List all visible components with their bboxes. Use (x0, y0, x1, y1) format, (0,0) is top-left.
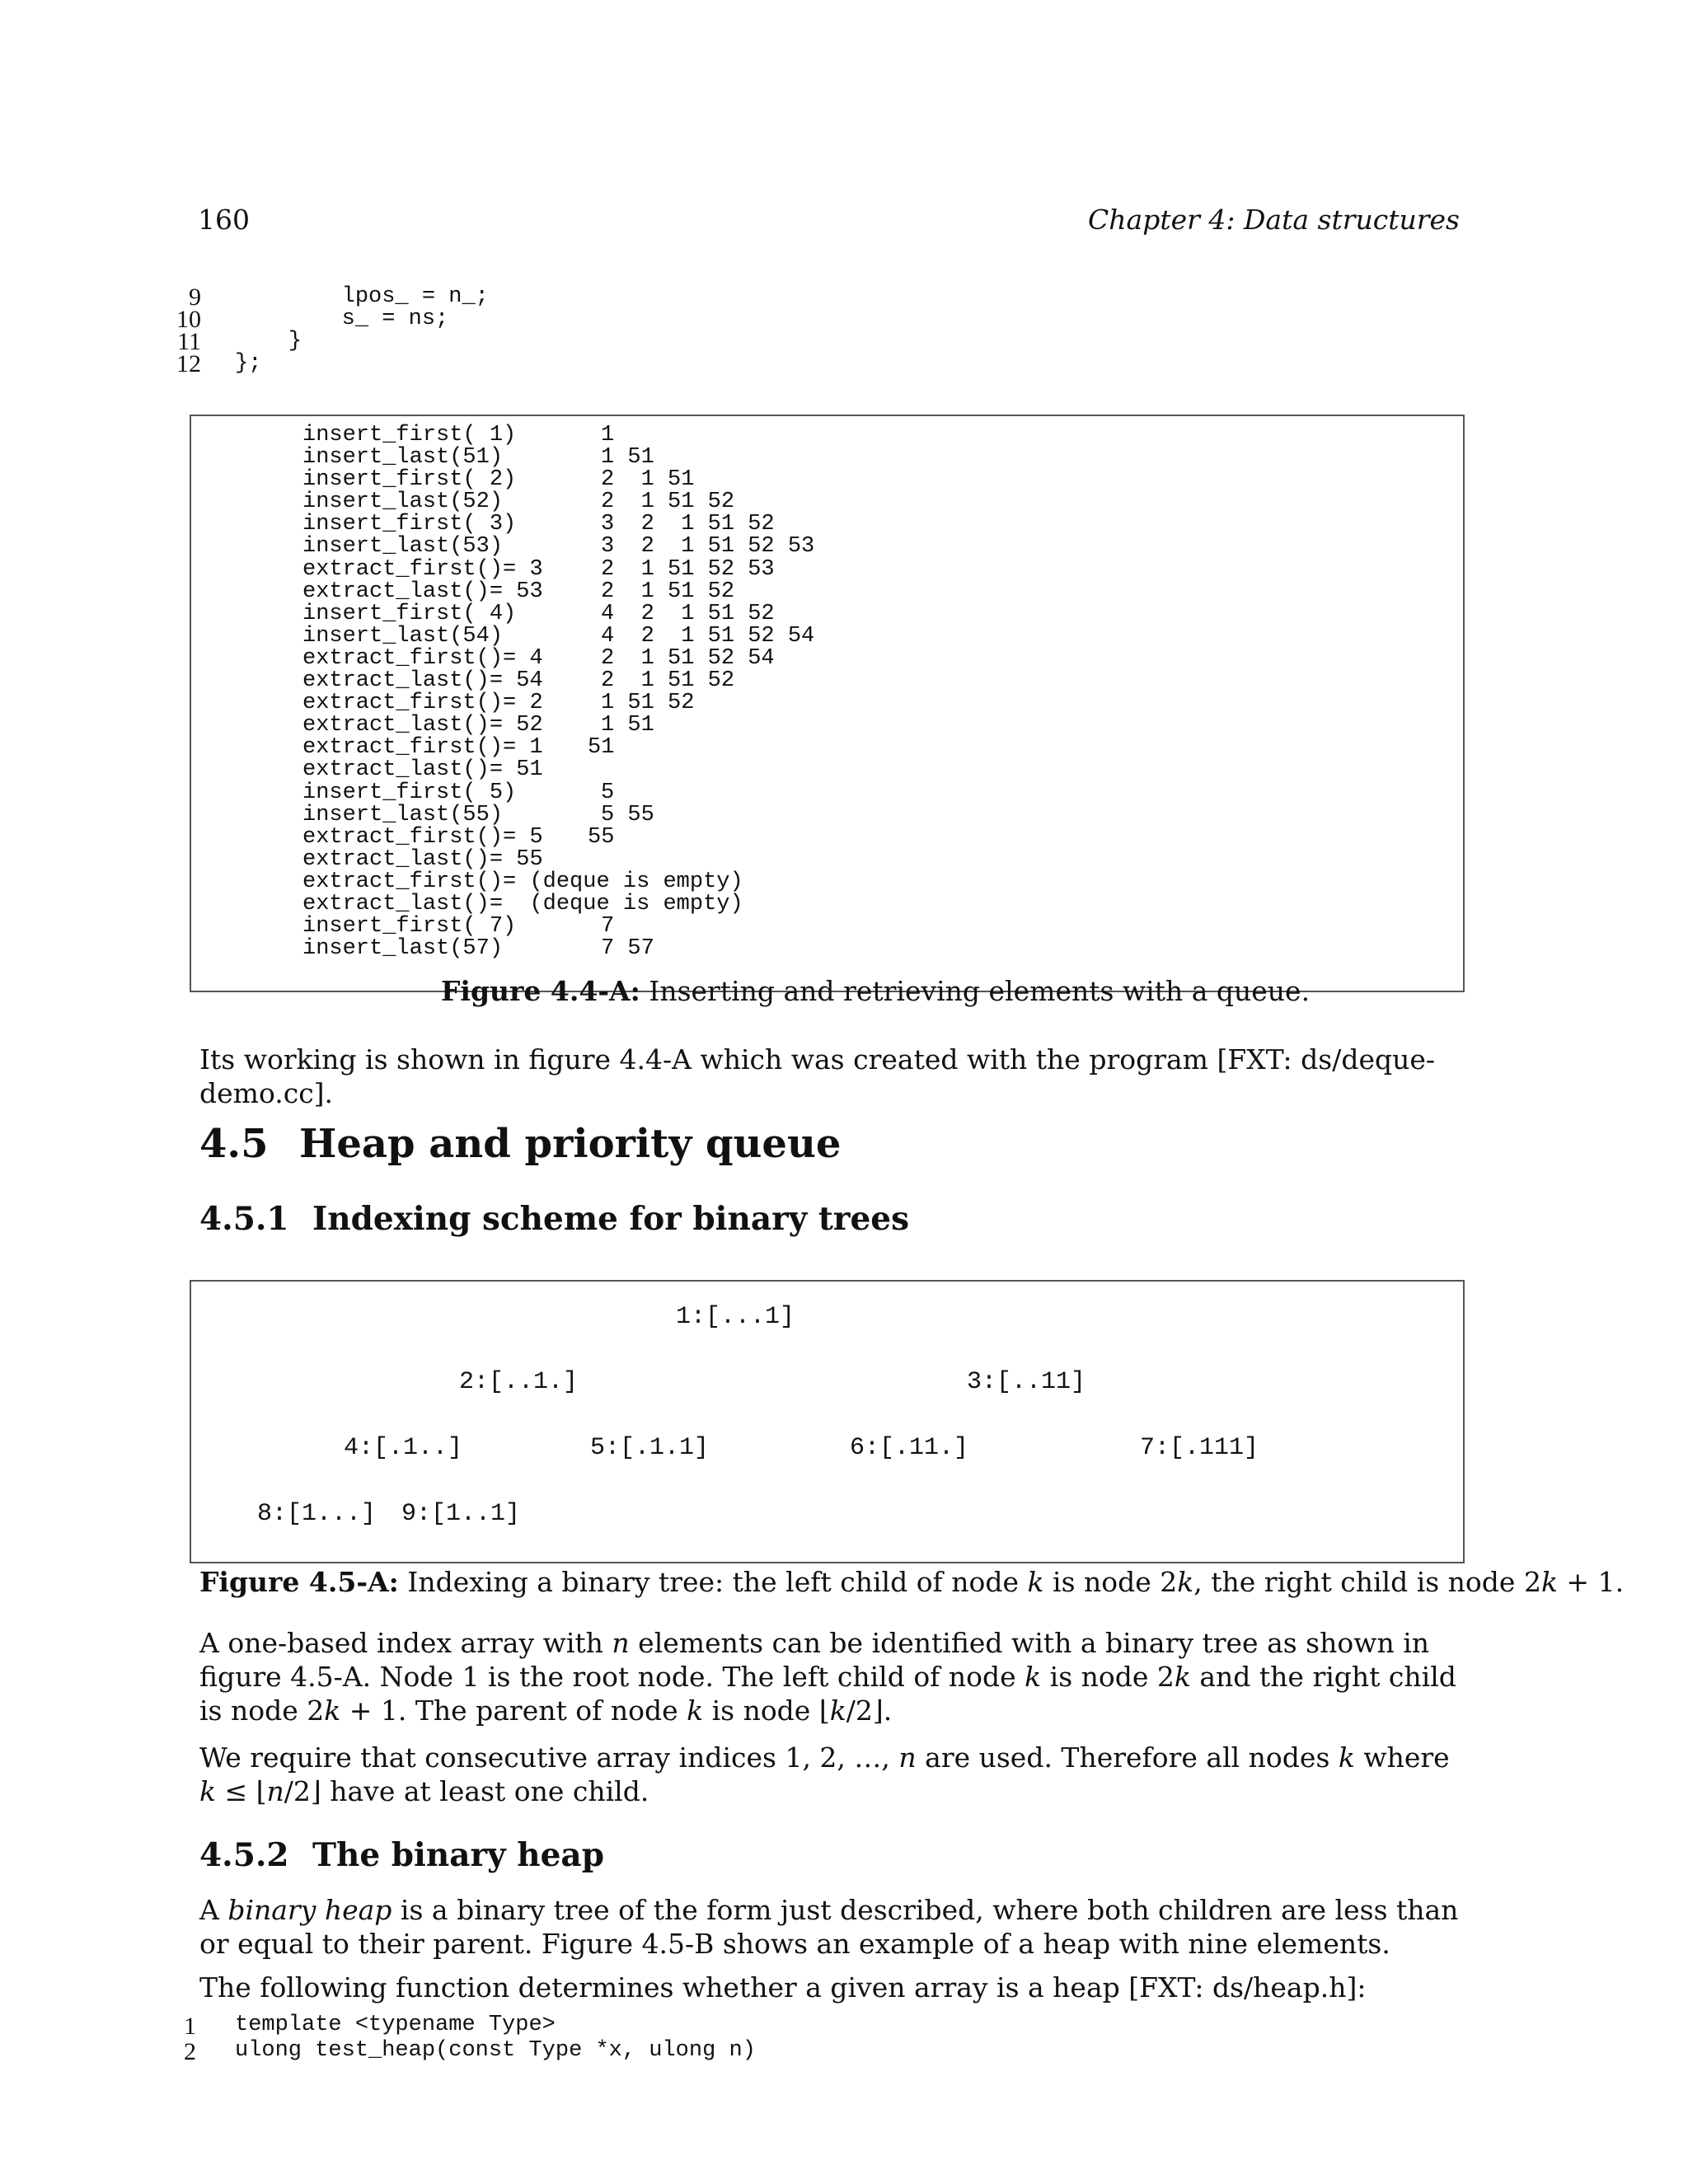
text: where (1354, 1741, 1450, 1774)
demo-line: extract_last()= (deque is empty) (302, 891, 743, 916)
paragraph-deque: Its working is shown in figure 4.4-A which was created with the program [FXT: ds/deque-demo.cc]. (199, 1043, 1436, 1109)
math-k: k (829, 1694, 846, 1727)
demo-operation: extract_last()= 52 (302, 713, 543, 738)
figure-4-5-a-frame (190, 1280, 1465, 1563)
section-heading-4-5-2 (199, 1836, 604, 1874)
text: /2⌋ have at least one child. (284, 1775, 649, 1807)
demo-operation: insert_last(57) (302, 936, 504, 962)
tree-node-8: 8:[1...] (257, 1500, 377, 1528)
line-number: 12 (176, 350, 201, 377)
line-number: 11 (177, 328, 201, 355)
code-text: lpos_ = n_; (235, 284, 489, 309)
section-number: 4.5.1 (199, 1200, 289, 1238)
tree-node-4: 4:[.1..] (344, 1434, 463, 1462)
tree-node-1: 1:[...1] (676, 1303, 795, 1331)
math-n: n (266, 1775, 284, 1807)
code-text: }; (235, 351, 262, 376)
demo-operation: insert_last(54) (302, 623, 504, 649)
demo-state: 3 2 1 51 52 (601, 512, 775, 537)
text: We require that consecutive array indices 1, 2, …, (199, 1741, 899, 1774)
demo-state: 5 (601, 780, 615, 805)
math-k: k (199, 1775, 216, 1807)
demo-operation: insert_last(51) (302, 445, 504, 471)
section-title: The binary heap (312, 1836, 604, 1874)
figure-label: Figure 4.5-A: (199, 1566, 399, 1598)
demo-state: 1 51 52 (601, 691, 695, 716)
figure-label: Figure 4.4-A: (441, 975, 640, 1007)
code-text: template <typename Type> (235, 2013, 556, 2037)
demo-state: 5 55 (601, 802, 654, 827)
demo-state: 2 1 51 52 (601, 579, 735, 604)
text: ≤ ⌊ (216, 1775, 267, 1807)
line-number: 2 (184, 2038, 196, 2065)
demo-state: 1 51 (601, 713, 654, 738)
figure-4-5-a-caption (199, 1566, 1624, 1598)
text: A (199, 1894, 228, 1926)
paragraph-require (199, 1741, 1461, 1808)
demo-state: 2 1 51 52 53 (601, 556, 775, 582)
demo-operation: insert_last(53) (302, 534, 504, 560)
code-text: ulong test_heap(const Type *x, ulong n) (235, 2038, 756, 2063)
text: A one-based index array with (199, 1627, 612, 1659)
demo-operation: insert_first( 2) (302, 467, 517, 493)
section-heading-4-5 (199, 1121, 841, 1167)
demo-state: 2 1 51 52 (601, 668, 735, 694)
demo-operation: extract_last()= 51 (302, 757, 543, 783)
paragraph-test-heap: The following function determines whether a given array is a heap [FXT: ds/heap.h]: (199, 1971, 1367, 2004)
figure-caption-text: Inserting and retrieving elements with a queue. (649, 975, 1311, 1007)
demo-operation: insert_first( 4) (302, 601, 517, 626)
demo-state: 1 51 (601, 445, 654, 471)
text: /2⌋. (846, 1694, 893, 1727)
demo-state: 7 (601, 914, 615, 940)
code-text: s_ = ns; (235, 307, 449, 331)
math-k: k (687, 1694, 704, 1727)
math-k: k (1177, 1566, 1194, 1598)
section-number: 4.5.2 (199, 1836, 289, 1874)
tree-node-3: 3:[..11] (967, 1368, 1086, 1396)
caption-text: Indexing a binary tree: the left child of node (407, 1566, 1028, 1598)
demo-operation: extract_first()= 2 (302, 691, 543, 716)
demo-state: 55 (588, 824, 615, 850)
demo-line: extract_first()= (deque is empty) (302, 869, 743, 894)
section-title: Indexing scheme for binary trees (312, 1200, 910, 1238)
caption-text: + 1. (1557, 1566, 1625, 1598)
math-k: k (1540, 1566, 1558, 1598)
demo-state: 4 2 1 51 52 (601, 601, 775, 626)
demo-state: 2 1 51 52 (601, 490, 735, 515)
text: + 1. The parent of node (340, 1694, 687, 1727)
math-n: n (898, 1741, 917, 1774)
math-k: k (324, 1694, 341, 1727)
demo-operation: extract_first()= 1 (302, 735, 543, 761)
demo-operation: extract_first()= 4 (302, 645, 543, 671)
line-number: 1 (184, 2013, 196, 2040)
chapter-title: Chapter 4: Data structures (1088, 204, 1460, 236)
demo-state: 1 (601, 423, 615, 448)
figure-4-4-a-caption (441, 975, 1310, 1007)
math-k: k (1027, 1566, 1044, 1598)
demo-state: 2 1 51 52 54 (601, 645, 775, 671)
demo-state: 4 2 1 51 52 54 (601, 623, 815, 649)
tree-node-5: 5:[.1.1] (590, 1434, 710, 1462)
caption-text: is node 2 (1043, 1566, 1178, 1598)
demo-state: 7 57 (601, 936, 654, 962)
demo-state: 2 1 51 (601, 467, 695, 493)
line-number: 10 (176, 306, 201, 333)
demo-operation: insert_first( 1) (302, 423, 517, 448)
code-text: } (235, 329, 302, 354)
line-number: 9 (189, 284, 201, 311)
math-k: k (1338, 1741, 1355, 1774)
text: elements can be identified with a binary tree as shown in figure 4.5-A. Node 1 is the root node. The left child of node (199, 1627, 1430, 1693)
section-number: 4.5 (199, 1121, 269, 1167)
paragraph-binary-heap (199, 1893, 1461, 1961)
demo-operation: insert_last(55) (302, 802, 504, 827)
text: are used. Therefore all nodes (916, 1741, 1339, 1774)
emphasis-term: binary heap (227, 1894, 392, 1926)
math-k: k (1174, 1661, 1191, 1693)
demo-operation: insert_first( 3) (302, 512, 517, 537)
demo-state: 51 (588, 735, 615, 761)
paragraph-index-array (199, 1626, 1461, 1727)
text: is node 2 (1041, 1661, 1175, 1693)
demo-state: 3 2 1 51 52 53 (601, 534, 815, 560)
text: is node ⌊ (703, 1694, 830, 1727)
demo-operation: extract_first()= 3 (302, 556, 543, 582)
section-title: Heap and priority queue (299, 1121, 842, 1167)
tree-node-2: 2:[..1.] (459, 1368, 579, 1396)
tree-node-6: 6:[.11.] (850, 1434, 969, 1462)
demo-operation: extract_last()= 55 (302, 846, 543, 872)
text: is a binary tree of the form just described, where both children are less than or equal to their parent. Figure 4.5-B shows an example of a heap with nine elements. (199, 1894, 1459, 1960)
demo-operation: insert_first( 7) (302, 914, 517, 940)
text: and the right child is node 2 (199, 1661, 1456, 1727)
demo-operation: extract_last()= 54 (302, 668, 543, 694)
caption-text: , the right child is node 2 (1193, 1566, 1541, 1598)
demo-operation: extract_first()= 5 (302, 824, 543, 850)
tree-node-7: 7:[.111] (1140, 1434, 1259, 1462)
demo-operation: insert_first( 5) (302, 780, 517, 805)
demo-operation: insert_last(52) (302, 490, 504, 515)
section-heading-4-5-1 (199, 1200, 909, 1238)
math-n: n (612, 1627, 630, 1659)
math-k: k (1025, 1661, 1042, 1693)
tree-node-9: 9:[1..1] (401, 1500, 521, 1528)
page-number: 160 (198, 204, 250, 236)
demo-operation: extract_last()= 53 (302, 579, 543, 604)
